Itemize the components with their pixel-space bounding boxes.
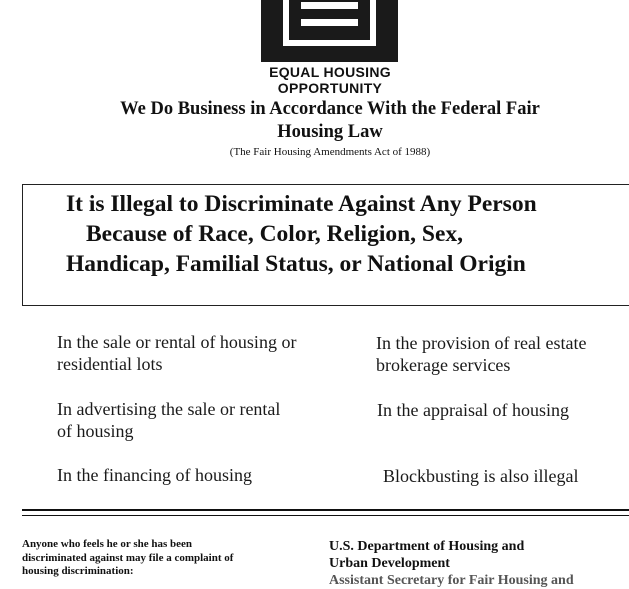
- item-brokerage-line1: In the provision of real estate: [376, 333, 587, 353]
- logo-text-line2: OPPORTUNITY: [277, 80, 383, 96]
- illegal-line-2: Because of Race, Color, Religion, Sex,: [86, 221, 464, 247]
- divider-rule-top: [22, 509, 629, 511]
- complaint-instructions: [22, 538, 282, 579]
- equal-housing-logo: [261, 0, 398, 62]
- act-citation: (The Fair Housing Amendments Act of 1988): [229, 146, 431, 158]
- complaint-line3: housing discrimination:: [22, 565, 134, 577]
- hud-address: [329, 538, 629, 589]
- illegal-line-3: Handicap, Familial Status, or National Origin: [66, 251, 526, 277]
- illegal-line-1: It is Illegal to Discriminate Against Any Person: [66, 191, 537, 217]
- divider-rule-bottom: [22, 515, 629, 516]
- complaint-line2: discriminated against may file a complaint of: [22, 551, 234, 564]
- complaint-line1: Anyone who feels he or she has been: [22, 538, 193, 550]
- item-sale-rental: [57, 331, 296, 375]
- business-statement-line1: We Do Business in Accordance With the Federal Fair: [120, 99, 540, 119]
- logo-equal-bar-top: [301, 2, 358, 9]
- business-statement-line2: Housing Law: [277, 122, 383, 142]
- illegal-statement-box: [22, 184, 629, 306]
- logo-text-line1: EQUAL HOUSING: [269, 64, 391, 80]
- item-advertising-line1: In advertising the sale or rental: [57, 399, 281, 419]
- hud-line3: Assistant Secretary for Fair Housing and: [329, 573, 574, 588]
- item-appraisal: In the appraisal of housing: [377, 400, 569, 420]
- hud-line2: Urban Development: [329, 556, 450, 571]
- item-advertising: [57, 398, 280, 442]
- item-brokerage: [376, 332, 586, 376]
- item-blockbusting: Blockbusting is also illegal: [383, 466, 579, 486]
- item-sale-rental-line1: In the sale or rental of housing or: [57, 332, 297, 352]
- item-brokerage-line2: brokerage services: [376, 355, 511, 375]
- item-sale-rental-line2: residential lots: [57, 354, 163, 374]
- item-financing: In the financing of housing: [57, 465, 252, 485]
- hud-line1: U.S. Department of Housing and: [329, 539, 525, 554]
- logo-equal-bar-bottom: [301, 19, 358, 26]
- item-advertising-line2: of housing: [57, 421, 134, 441]
